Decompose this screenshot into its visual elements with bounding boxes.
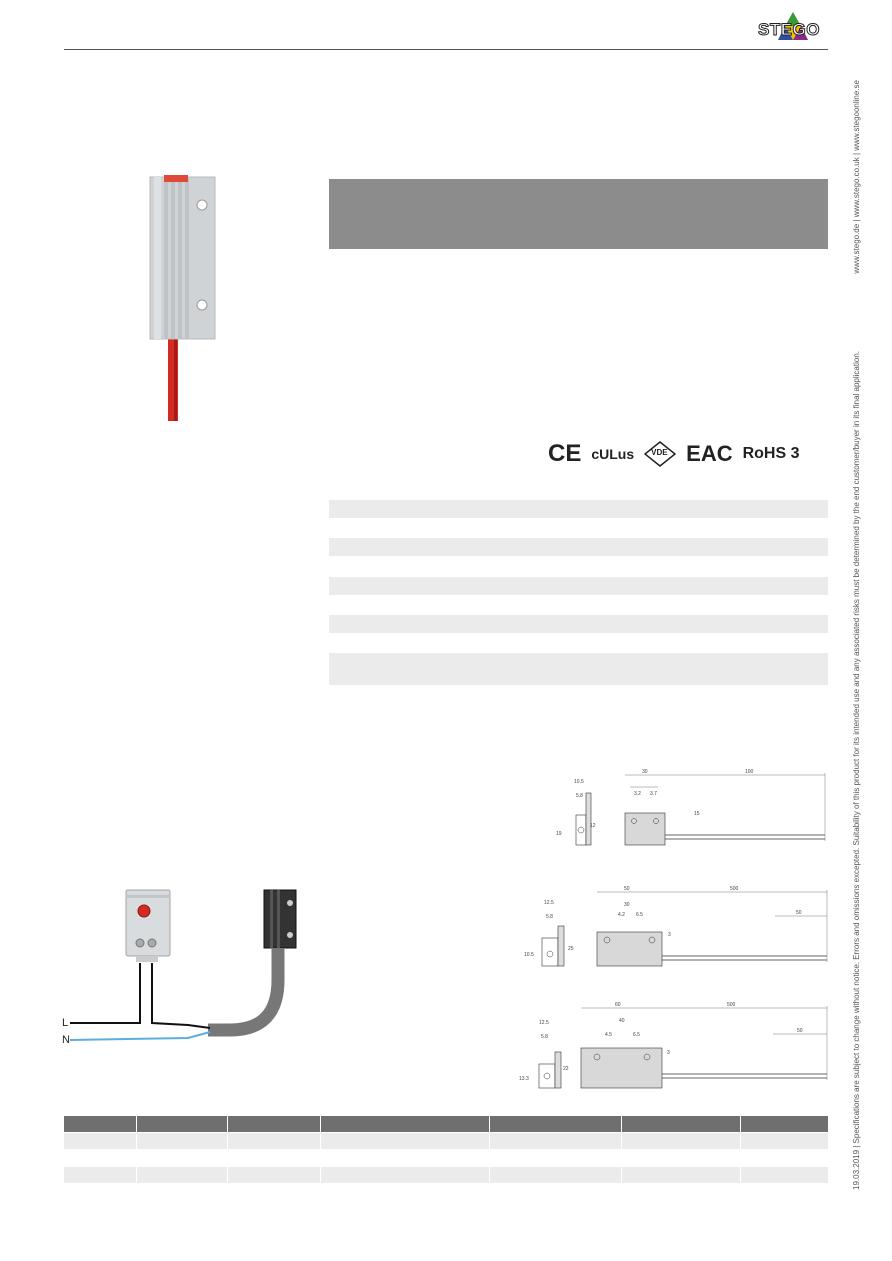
dim-label: 4.2 <box>618 912 625 918</box>
dim-label: 10.5 <box>524 952 534 958</box>
dim-label: 19 <box>556 831 562 837</box>
header-rule <box>64 49 828 50</box>
dimension-drawing-3 <box>515 998 830 1098</box>
dim-label: 15 <box>694 811 700 817</box>
dim-label: 12 <box>590 823 596 829</box>
dim-label: 100 <box>745 769 754 775</box>
ce-mark-icon: CE <box>548 440 582 467</box>
dim-label: 6.5 <box>633 1032 640 1038</box>
dim-label: 12.5 <box>539 1020 549 1026</box>
table-row <box>64 1150 828 1166</box>
stego-logo <box>756 10 831 46</box>
ordering-table-header <box>64 1116 828 1132</box>
dim-label: 50 <box>796 910 802 916</box>
dim-label: 3 <box>667 1050 670 1056</box>
line-label: L <box>62 1017 69 1029</box>
dimension-drawing-1 <box>550 765 830 860</box>
dim-label: 5.8 <box>541 1034 548 1040</box>
product-photo <box>140 175 220 421</box>
dim-label: 6.5 <box>636 912 643 918</box>
dim-label: 25 <box>568 946 574 952</box>
side-note-disclaimer: 19.03.2019 | Specifications are subject to change without notice. Errors and omissions excepted. Suitability of this product for its intended use and any associated risks must be determined by the end customer/buyer in its final application. <box>852 351 861 1190</box>
spec-row-3 <box>329 577 828 595</box>
logo-text: STEGO <box>758 20 821 39</box>
spec-row-2 <box>329 538 828 556</box>
side-note-urls: www.stego.de | www.stego.co.uk | www.stegoonline.se <box>852 80 861 274</box>
dim-label: 30 <box>642 769 648 775</box>
rohs-mark-icon: RoHS 3 <box>742 445 800 462</box>
spec-row-4 <box>329 615 828 633</box>
wiring-diagram <box>60 885 320 1050</box>
dim-label: 500 <box>730 886 739 892</box>
dim-label: 22 <box>563 1066 569 1072</box>
dim-label: 10.5 <box>574 779 584 785</box>
dim-label: 3 <box>668 932 671 938</box>
dim-label: 30 <box>624 902 630 908</box>
dim-label: 5.8 <box>576 793 583 799</box>
vde-mark-icon: VDE <box>644 441 676 467</box>
dim-label: 5.8 <box>546 914 553 920</box>
dim-label: 50 <box>797 1028 803 1034</box>
dim-label: 12.5 <box>544 900 554 906</box>
product-title-band <box>329 179 828 249</box>
table-row <box>64 1133 828 1149</box>
dim-label: 40 <box>619 1018 625 1024</box>
dim-label: 500 <box>727 1002 736 1008</box>
dim-label: 3.7 <box>650 791 657 797</box>
dim-label: 60 <box>615 1002 621 1008</box>
dim-label: 3.2 <box>634 791 641 797</box>
spec-row-5 <box>329 653 828 685</box>
certification-marks <box>548 438 800 470</box>
table-row <box>64 1167 828 1183</box>
dim-label: 13.3 <box>519 1076 529 1082</box>
dim-label: 50 <box>624 886 630 892</box>
side-note <box>852 80 866 1190</box>
neutral-label: N <box>62 1034 70 1046</box>
dimension-drawing-2 <box>520 882 830 977</box>
culus-mark-icon: cULus <box>591 446 635 462</box>
dim-label: 4.5 <box>605 1032 612 1038</box>
spec-row-1 <box>329 500 828 518</box>
eac-mark-icon: EAC <box>686 441 733 466</box>
